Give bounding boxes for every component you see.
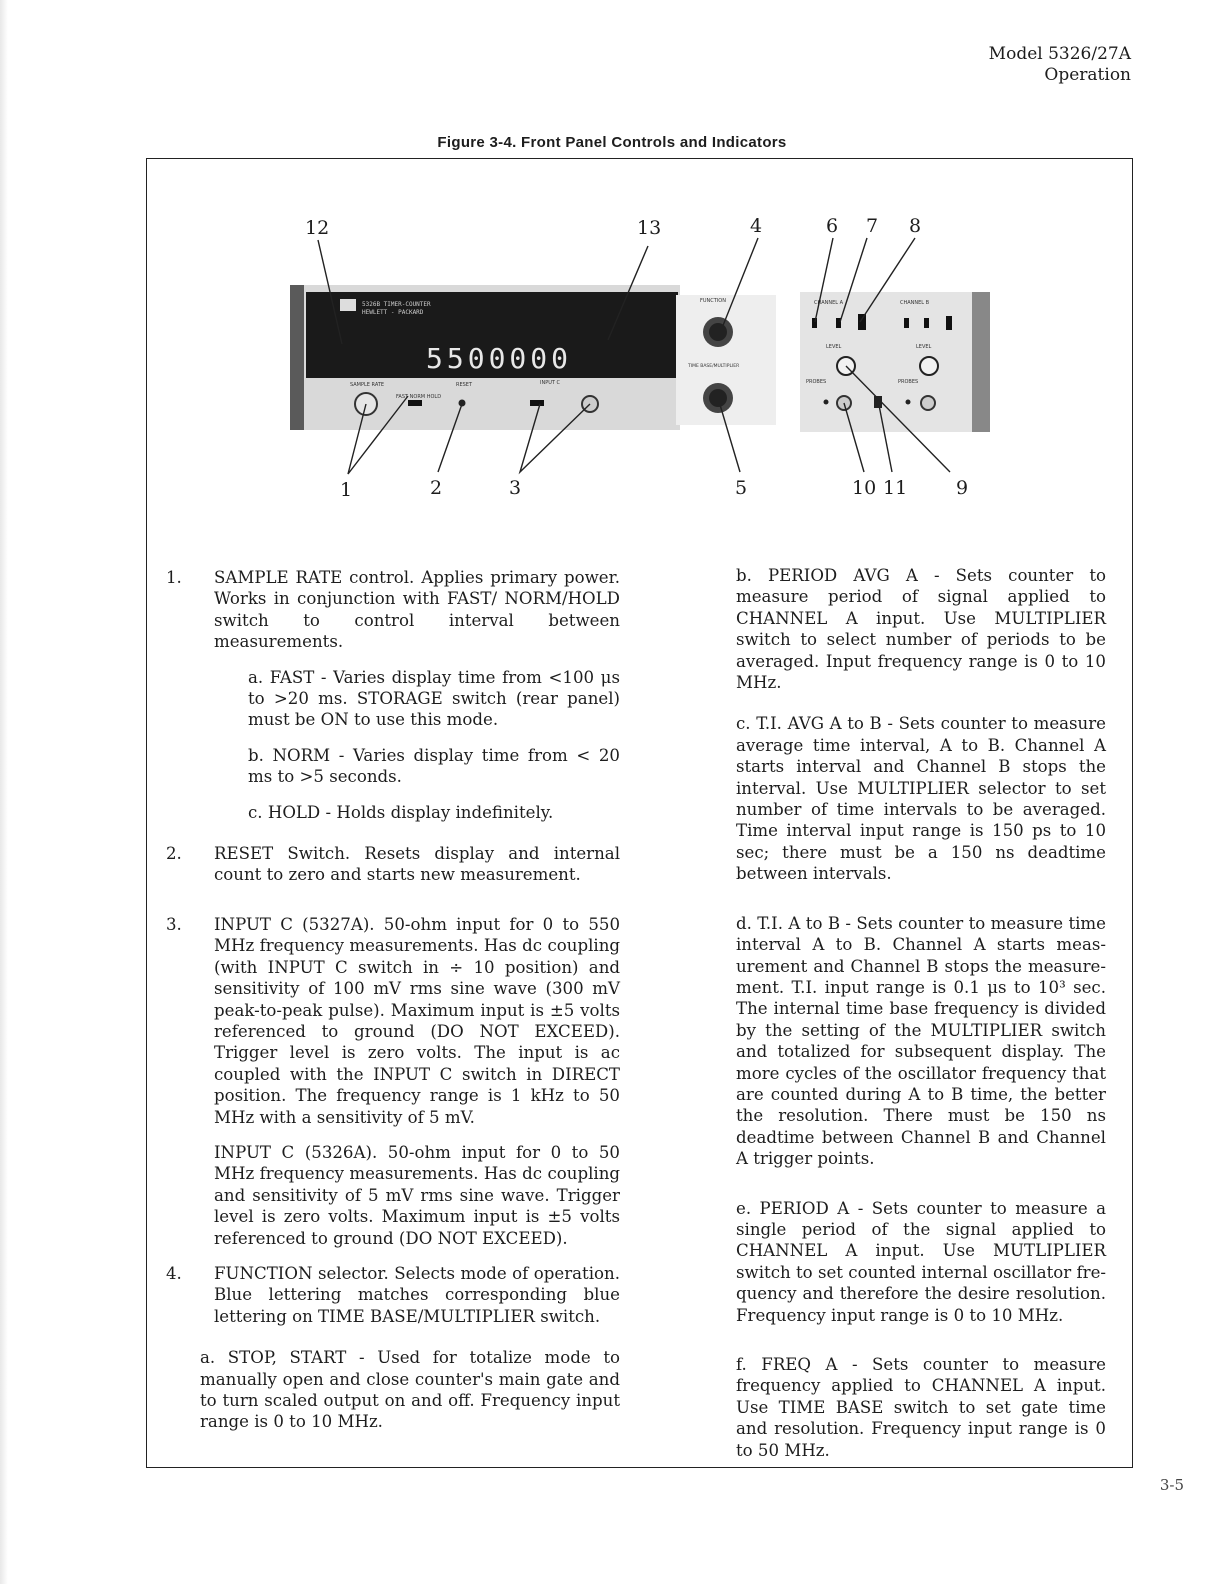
function-c-text: c. T.I. AVG A to B - Sets counter to measure average time interval, A to B. Channel A starts interval and Channel B stops the interval. Use MULTIPLIER selector to set number of time intervals to be averaged. Time interval input range is 150 ps to 10 sec; there must be a 150 ns deadtime between intervals.: [736, 714, 1106, 884]
channel-a-label: CHANNEL A: [814, 300, 844, 306]
item-3-text: INPUT C (5327A). 50-ohm input for 0 to 550 MHz frequency measurements. Has dc coupling (with INPUT C switch in ÷ 10 position) and sensitivity of 100 mV rms sine wave (300 mV peak-to-peak pulse). Maximum input is ±5 volts referenced to ground (DO NOT EXCEED). Trigger level is zero volts. The input is ac coupled with the INPUT C switch in DIRECT position. The frequency range is 1 kHz to 50 MHz with a sensitivity of 5 mV.: [214, 914, 620, 1127]
item-3-text-5326a: INPUT C (5326A). 50-ohm input for 0 to 50 MHz frequency measurements. Has dc coupling and sensitivity of 5 mV rms sine wave. Trigger level is zero volts. Maximum input is ±5 volts referenced to ground (DO NOT EXCEED).: [214, 1142, 620, 1248]
item-1: [166, 567, 620, 823]
brand-line-1: 5326B TIMER-COUNTER: [362, 301, 431, 308]
item-4-number: 4.: [166, 1263, 182, 1283]
callout-5: 5: [735, 477, 748, 499]
front-panel-figure: [0, 0, 1224, 560]
item-3-number: 3.: [166, 914, 182, 934]
header-model: Model 5326/27A: [988, 44, 1131, 64]
display-readout: 5500000: [426, 342, 573, 375]
figure-title: Figure 3-4. Front Panel Controls and Indicators: [437, 134, 787, 151]
level-a-label: LEVEL: [826, 344, 842, 350]
reset-label: RESET: [456, 382, 473, 388]
probes-b-label: PROBES: [898, 379, 919, 385]
header-section: Operation: [1044, 65, 1131, 85]
callout-3: 3: [509, 477, 522, 499]
item-1-number: 1.: [166, 568, 182, 587]
level-b-label: LEVEL: [916, 344, 932, 350]
fast-norm-hold-label: FAST NORM HOLD: [396, 394, 442, 400]
channel-b-label: CHANNEL B: [900, 300, 930, 306]
item-1c-text: c. HOLD - Holds display indefinitely.: [248, 802, 554, 822]
brand-line-2: HEWLETT - PACKARD: [362, 309, 424, 316]
page-number: 3-5: [1159, 1476, 1184, 1494]
callout-10: 10: [852, 477, 877, 499]
callout-1: 1: [340, 479, 353, 501]
callout-8: 8: [909, 215, 922, 237]
hp-logo-icon: [340, 299, 356, 311]
item-1b-text: b. NORM - Varies display time from < 20 ms to >5 seconds.: [248, 745, 620, 787]
callout-2: 2: [430, 477, 443, 499]
callout-7: 7: [866, 215, 879, 237]
item-4a-text: a. STOP, START - Used for totalize mode to manually open and close counter's main gate and to turn scaled output on and off. Frequency input range is 0 to 10 MHz.: [200, 1348, 620, 1432]
input-c-switch: [530, 400, 544, 406]
function-e-text: e. PERIOD A - Sets counter to measure a single period of the signal applied to CHANNEL A input. Use MUTLIPLIER switch to set counted internal oscillator frequency and therefore the desire resolution. Frequency input range is 0 to 10 MHz.: [736, 1198, 1106, 1325]
function-f-text: f. FREQ A - Sets counter to measure frequency applied to CHANNEL A input. Use TIME BASE switch to set gate time and resolution. Frequency input range is 0 to 50 MHz.: [736, 1355, 1106, 1460]
channel-b-connector: [921, 396, 935, 410]
level-b-knob: [920, 357, 938, 375]
callout-9: 9: [956, 477, 969, 499]
time-base-label: TIME BASE/MULTIPLIER: [688, 364, 740, 369]
item-4-text: FUNCTION selector. Selects mode of operation. Blue lettering matches corresponding blue lettering on TIME BASE/MULTIPLIER switch.: [214, 1263, 620, 1326]
left-column: [166, 567, 620, 1433]
callout-12: 12: [305, 217, 330, 239]
function-d-text: d. T.I. A to B - Sets counter to measure time interval A to B. Channel A starts measurement and Channel B stops the measurement. T.I. input range is 0.1 μs to 10³ sec. The internal time base frequency is divided by the setting of the MULTIPLIER switch and totalized for subsequent display. The more cycles of the oscillator frequency that are counted during A to B time, the better the resolution. There must be 150 ns deadtime between Channel B and Channel A trigger points.: [736, 913, 1106, 1169]
callout-6: 6: [826, 215, 839, 237]
item-2: [166, 843, 620, 886]
function-panel: [676, 295, 776, 425]
channel-panel: [800, 292, 990, 432]
item-1a-text: a. FAST - Varies display time from <100 μs to >20 ms. STORAGE switch (rear panel) must be ON to use this mode.: [248, 667, 620, 730]
function-b-text: b. PERIOD AVG A - Sets counter to measure period of signal applied to CHANNEL A input. Use MULTIPLIER switch to select number of periods to be averaged. Input frequency range is 0 to 10 MHz.: [736, 566, 1106, 693]
callout-13: 13: [637, 217, 662, 239]
callout-4: 4: [750, 215, 763, 237]
function-label: FUNCTION: [700, 298, 726, 304]
item-4: [166, 1263, 620, 1433]
item-2-number: 2.: [166, 844, 182, 864]
item-3: [166, 914, 620, 1249]
item-1-text: SAMPLE RATE control. Applies primary power. Works in conjunction with FAST/ NORM/HOLD switch to control interval between measurements.: [214, 568, 620, 652]
item-2-text: RESET Switch. Resets display and internal count to zero and starts new measurement.: [214, 844, 620, 885]
probes-a-label: PROBES: [806, 379, 827, 385]
input-c-label: INPUT C: [540, 380, 561, 386]
callout-11: 11: [883, 477, 908, 499]
sample-rate-label: SAMPLE RATE: [350, 382, 385, 388]
fast-norm-hold-switch: [408, 400, 422, 406]
right-column: [702, 565, 1106, 1461]
